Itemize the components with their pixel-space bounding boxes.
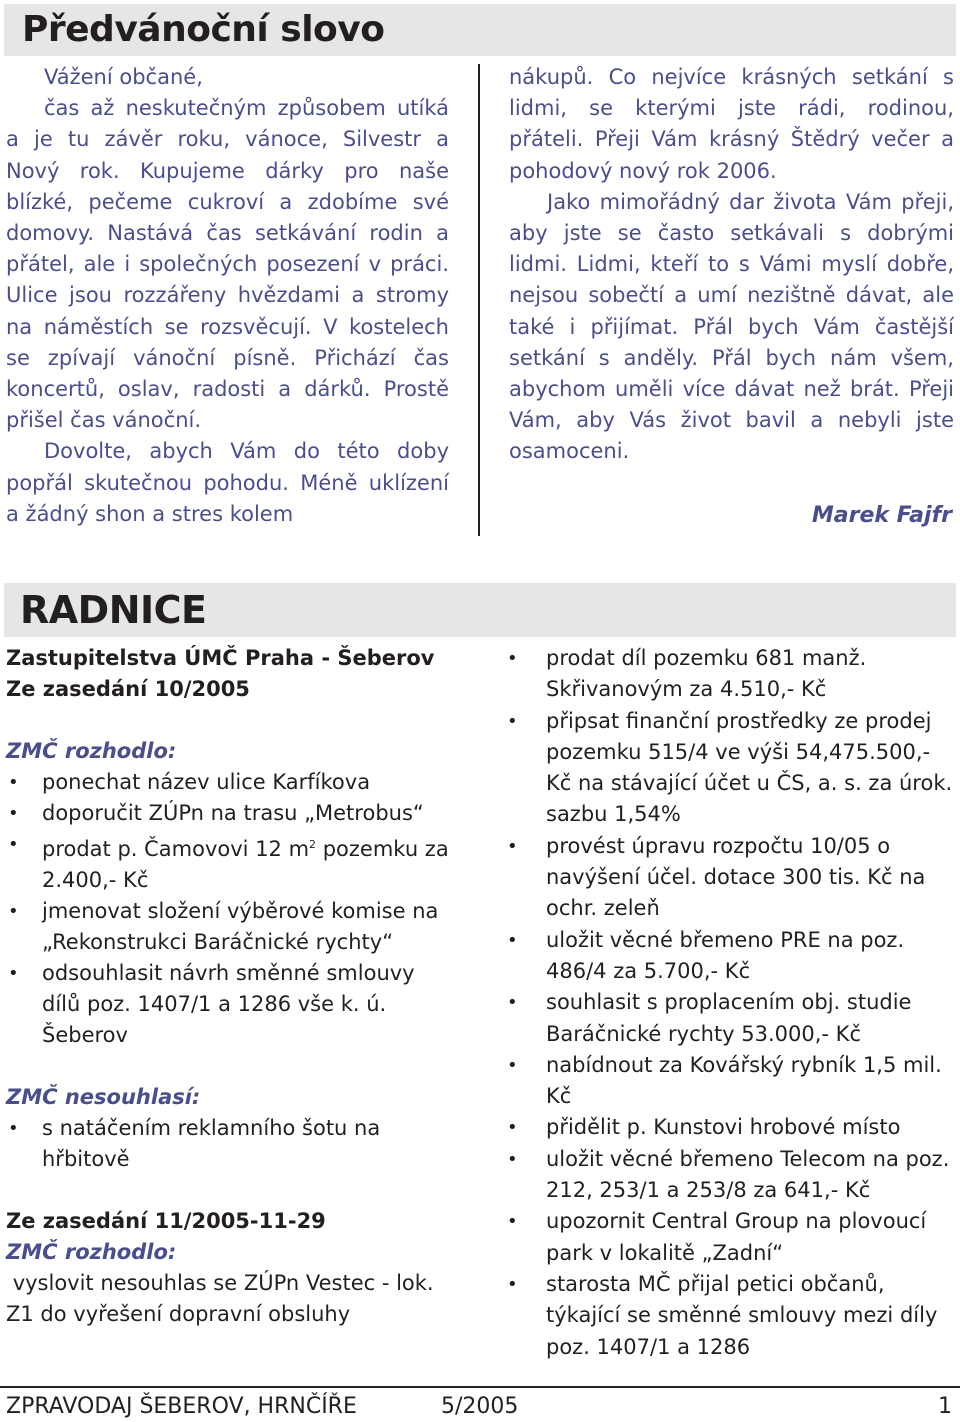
decision-label: ZMČ nesouhlasí:: [6, 1085, 201, 1109]
radnice-column-right: [505, 643, 955, 1363]
list-item: • doporučit ZÚPn na trasu „Metrobus“: [6, 798, 454, 829]
subheading: Ze zasedání 10/2005: [6, 677, 250, 701]
issue-number: 5/2005: [441, 1394, 519, 1419]
list-item: • ponechat název ulice Karfíkova: [6, 767, 454, 798]
list-item: • odsouhlasit návrh směnné smlouvy dílů poz. 1407/1 a 1286 vše k. ú. Šeberov: [6, 958, 454, 1051]
decision-list: [505, 643, 955, 1363]
signature: Marek Fajfr: [811, 503, 952, 528]
page-footer: [6, 1393, 952, 1421]
decision-list: [6, 767, 454, 1051]
letter-column-right: [509, 62, 954, 468]
publication-name: ZPRAVODAJ ŠEBEROV, HRNČÍŘE: [6, 1394, 357, 1419]
letter-column-left: [6, 62, 449, 530]
list-item: • uložit věcné břemeno Telecom na poz. 212, 253/1 a 253/8 za 641,- Kč: [505, 1144, 955, 1207]
list-item: • s natáčením reklamního šotu na hřbitově: [6, 1113, 454, 1175]
salutation: Vážení občané,: [44, 65, 203, 89]
letter-paragraph: Dovolte, abych Vám do této doby popřál skutečnou pohodu. Méně uklízení a žádný shon a stres kolem: [6, 439, 449, 526]
list-item: • prodat p. Čamovovi 12 $m^2$ pozemku za 2.400,- Kč: [6, 829, 454, 896]
column-divider: [478, 64, 480, 536]
subheading: Ze zasedání 11/2005-11-29: [6, 1209, 326, 1233]
letter-paragraph: nákupů. Co nejvíce krásných setkání s lidmi, se kterými jste rádi, rodinou, přáteli. Přeji Vám krásný Štědrý večer a pohodový nový rok 2006.: [509, 65, 954, 183]
list-item: • provést úpravu rozpočtu 10/05 o navýšení účel. dotace 300 tis. Kč na ochr. zeleň: [505, 831, 955, 925]
letter-paragraph: Jako mimořádný dar života Vám přeji, aby jste se často setkávali s dobrými lidmi. Lidmi, kteří to s Vámi myslí dobře, nejsou sobečtí a umí nezištně dávat, ale také i přijímat. Přál bych Vám častější setkání s anděly. Přál bych nám všem, abychom uměli více dávat než brát. Přeji Vám, aby Vás život bavil a nebyli jste osamoceni.: [509, 189, 954, 464]
radnice-column-left: [6, 643, 454, 1330]
section-title: Předvánoční slovo: [22, 9, 385, 50]
disagree-list: [6, 1113, 454, 1175]
list-item: • souhlasit s proplacením obj. studie Baráčnické rychty 53.000,- Kč: [505, 987, 955, 1050]
decision-text: vyslovit nesouhlas se ZÚPn Vestec - lok. Z1 do vyřešení dopravní obsluhy: [6, 1271, 441, 1326]
list-item: • připsat finanční prostředky ze prodej pozemku 515/4 ve výši 54,475.500,- Kč na stávající účet u ČS, a. s. za úrok. sazbu 1,54%: [505, 706, 955, 831]
page-number: 1: [938, 1394, 952, 1419]
section-title: RADNICE: [20, 588, 207, 632]
list-item: • přidělit p. Kunstovi hrobové místo: [505, 1112, 955, 1143]
list-item: • jmenovat složení výběrové komise na „Rekonstrukci Baráčnické rychty“: [6, 896, 454, 958]
decision-label: ZMČ rozhodlo:: [6, 739, 177, 763]
list-item: • starosta MČ přijal petici občanů, týkající se směnné smlouvy mezi díly poz. 1407/1 a 1286: [505, 1269, 955, 1363]
section-title-bar: [4, 583, 956, 637]
footer-rule: [0, 1386, 960, 1388]
section-title-bar: [4, 4, 956, 56]
subheading: Zastupitelstva ÚMČ Praha - Šeberov: [6, 646, 435, 670]
list-item: • nabídnout za Kovářský rybník 1,5 mil. Kč: [505, 1050, 955, 1113]
list-item: • upozornit Central Group na plovoucí park v lokalitě „Zadní“: [505, 1206, 955, 1269]
decision-label: ZMČ rozhodlo:: [6, 1240, 177, 1264]
letter-paragraph: čas až neskutečným způsobem utíká a je tu závěr roku, vánoce, Silvestr a Nový rok. Kupujeme dárky pro naše blízké, pečeme cukroví a zdobíme své domovy. Nastává čas setkávání rodin a přátel, ale i společných posezení v práci. Ulice jsou rozzářeny hvězdami a stromy na náměstích se rozsvěcují. V kostelech se zpívají vánoční písně. Přichází čas koncertů, oslav, radosti a dárků. Prostě přišel čas vánoční.: [6, 96, 449, 433]
list-item: • prodat díl pozemku 681 manž. Skřivanovým za 4.510,- Kč: [505, 643, 955, 706]
list-item: • uložit věcné břemeno PRE na poz. 486/4 za 5.700,- Kč: [505, 925, 955, 988]
